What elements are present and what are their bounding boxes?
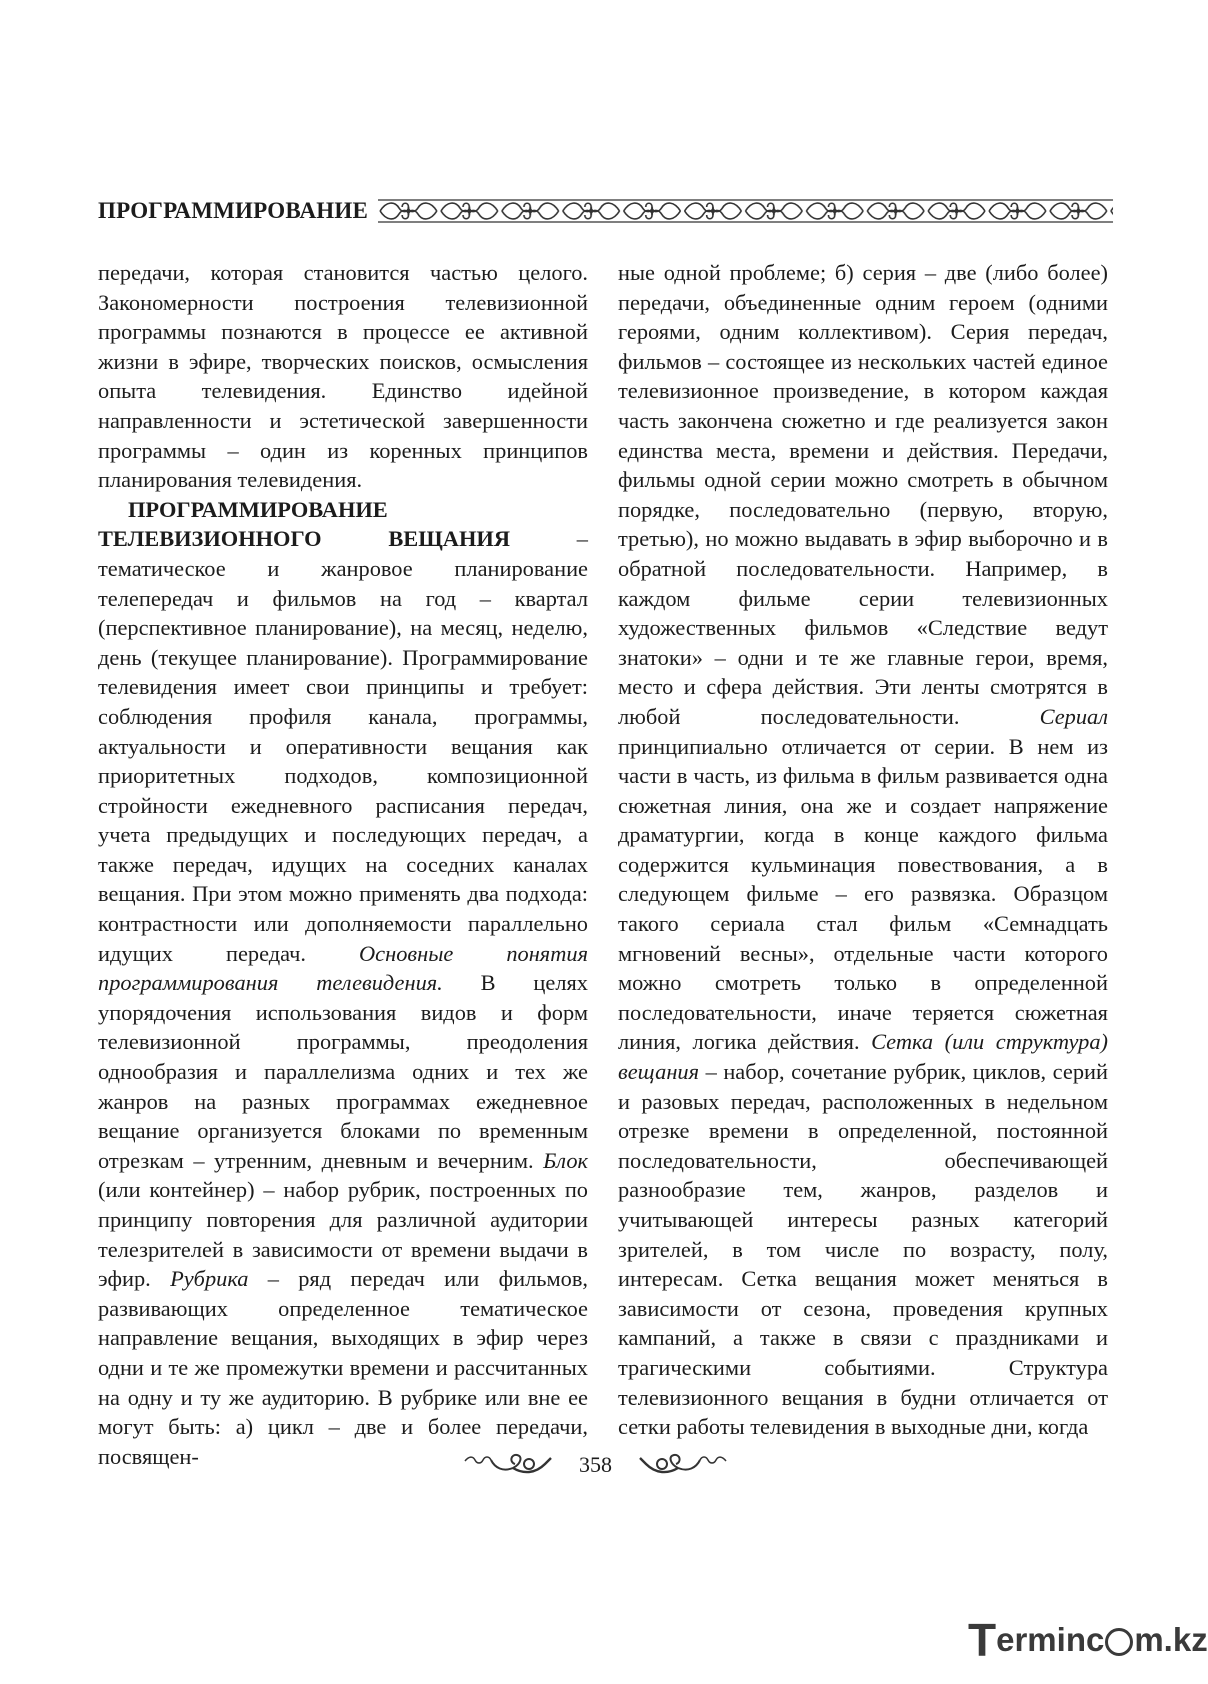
left-column bbox=[98, 258, 588, 1471]
running-title: ПРОГРАММИРОВАНИЕ bbox=[98, 198, 368, 223]
italic-term: Основные понятия программирования телевидения. bbox=[98, 940, 588, 996]
right-column bbox=[618, 258, 1108, 1442]
paragraph-continuation: передачи, которая становится частью целого. Закономерности построения телевизионной программы познаются в процессе ее активной жизни в эфире, творческих поисков, осмысления опыта телевидения. Единство идейной направленности и эстетической завершенности программы – один из коренных принципов планирования телевидения. bbox=[98, 260, 588, 493]
page-number: 358 bbox=[579, 1452, 612, 1477]
italic-term: Сетка (или структура) вещания bbox=[618, 1029, 1108, 1085]
termincom-watermark-logo: T erminc m.kz bbox=[968, 1614, 1208, 1666]
globe-o-icon bbox=[1105, 1628, 1133, 1656]
scroll-ornament-left-icon bbox=[463, 1452, 553, 1478]
italic-term: Рубрика bbox=[170, 1266, 249, 1292]
scroll-ornament-right-icon bbox=[638, 1452, 728, 1478]
entry-paragraph: ПРОГРАММИРОВАНИЕ ТЕЛЕВИЗИОННОГО ВЕЩАНИЯ – тематическое и жанровое планирование телепередач и фильмов на год – квартал (перспективное планирование), на месяц, неделю, день (текущее планирование). Программирование телевидения имеет свои принципы и требует: соблюдения профиля канала, программы, актуальности и оперативности вещания как приоритетных подходов, композиционной стройности ежедневного расписания передач, учета предыдущих и последующих передач, а также передач, идущих на соседних каналах вещания. При этом можно применять два подхода: контрастности или дополняемости параллельно идущих передач. Основные понятия программирования телевидения. В целях упорядочения использования видов и форм телевизионной программы, преодоления однообразия и параллелизма одних и тех же жанров на разных программах ежедневное вещание организуется блоками по временным отрезкам – утренним, дневным и вечерним. Блок (или контейнер) – набор рубрик, построенных по принципу повторения для различной аудитории телезрителей в зависимости от времени выдачи в эфир. Рубрика – ряд передач или фильмов, развивающих определенное тематическое направление вещания, выходящих в эфир через одни и те же промежутки времени и рассчитанных на одну и ту же аудиторию. В рубрике или вне ее могут быть: а) цикл – две и более передачи, посвящен- bbox=[98, 496, 588, 1469]
running-head bbox=[98, 193, 1113, 229]
page-footer bbox=[0, 1445, 1191, 1485]
italic-term: Блок bbox=[543, 1147, 588, 1173]
italic-term: Сериал bbox=[1039, 703, 1108, 729]
kazakh-ornament-band-icon bbox=[378, 198, 1113, 224]
entry-term: ПРОГРАММИРОВАНИЕ ТЕЛЕВИЗИОННОГО ВЕЩАНИЯ bbox=[98, 496, 510, 552]
paragraph-continuation: ные одной проблеме; б) серия – две (либо более) передачи, объединенные одним героем (одними героями, одним коллективом). Серия передач, фильмов – состоящее из нескольких частей единое телевизионное произведение, в котором каждая часть закончена сюжетно и где реализуется закон единства места, времени и действия. Передачи, фильмы одной серии можно смотреть в обычном порядке, последовательно (первую, вторую, третью), но можно выдавать в эфир выборочно и в обратной последовательности. Например, в каждом фильме серии телевизионных художественных фильмов «Следствие ведут знатоки» – одни и те же главные герои, время, место и сфера действия. Эти ленты смотрятся в любой последовательности. Сериал принципиально отличается от серии. В нем из части в часть, из фильма в фильм развивается одна сюжетная линия, она же и создает напряжение драматургии, когда в конце каждого фильма содержится кульминация повествования, а в следующем фильме – его развязка. Образцом такого сериала стал фильм «Семнадцать мгновений весны», отдельные части которого можно смотреть только в определенной последовательности, иначе теряется сюжетная линия, логика действия. Сетка (или структура) вещания – набор, сочетание рубрик, циклов, серий и разовых передач, расположенных в недельном отрезке времени в определенной, постоянной последовательности, обеспечивающей разнообразие тем, жанров, разделов и учитывающей интересы разных категорий зрителей, в том числе по возрасту, полу, интересам. Сетка вещания может меняться в зависимости от сезона, проведения крупных кампаний, а также в связи с праздниками и трагическими событиями. Структура телевизионного вещания в будни отличается от сетки работы телевидения в выходные дни, когда bbox=[618, 260, 1108, 1440]
